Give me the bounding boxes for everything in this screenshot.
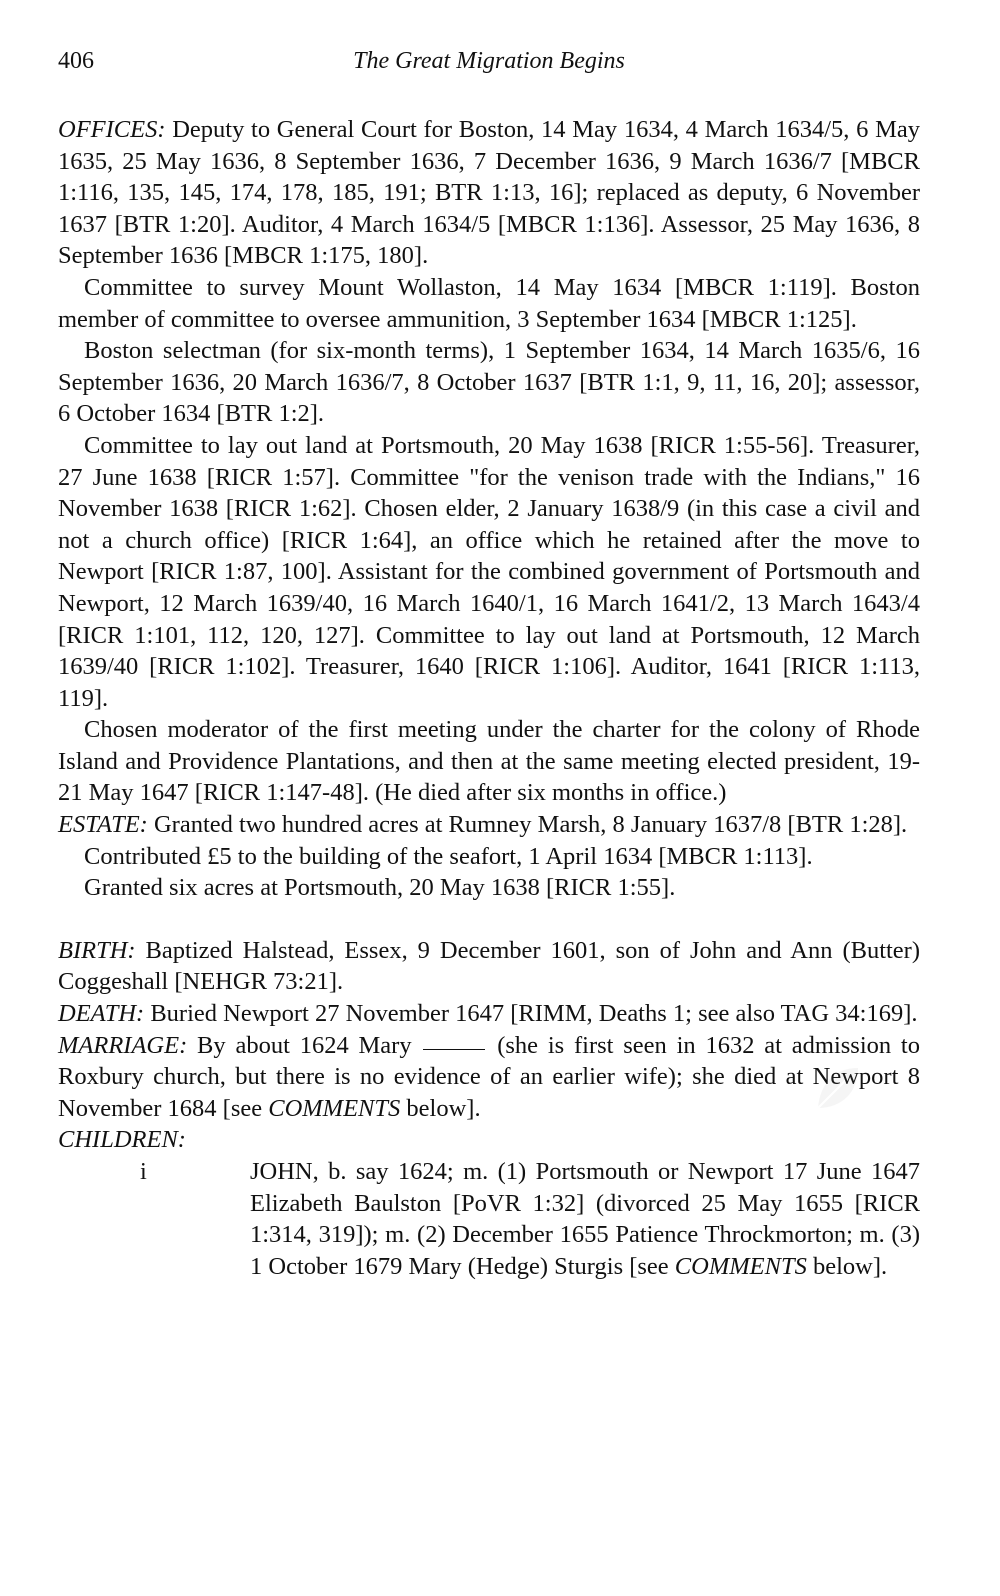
marriage-text-a: By about 1624 Mary bbox=[187, 1031, 422, 1059]
marriage-paragraph bbox=[58, 1030, 920, 1125]
estate-paragraph-1 bbox=[58, 809, 920, 841]
offices-paragraph-5: Chosen moderator of the first meeting under the charter for the colony of Rhode Island and Providence Plantations, and then at the same meeting elected president, 19-21 May 1647 [RICR 1:147-48]. (He died after six months in office.) bbox=[58, 716, 920, 807]
body-text bbox=[58, 114, 920, 1282]
name-blank-line bbox=[423, 1048, 485, 1050]
estate-paragraph-2: Contributed £5 to the building of the seafort, 1 April 1634 [MBCR 1:113]. bbox=[84, 842, 813, 870]
estate-label: ESTATE: bbox=[58, 811, 148, 839]
offices-paragraph-3: Boston selectman (for six-month terms), 1 September 1634, 14 March 1635/6, 16 September 1636, 20 March 1636/7, 8 October 1637 [BTR 1:1, 9, 11, 16, 20]; assessor, 6 October 1634 [BTR 1:2]. bbox=[58, 337, 920, 428]
child-text-tail: below]. bbox=[806, 1252, 888, 1280]
child-entry bbox=[58, 1156, 920, 1282]
page-number: 406 bbox=[58, 48, 94, 74]
death-paragraph bbox=[58, 998, 920, 1030]
death-text: Buried Newport 27 November 1647 [RIMM, Deaths 1; see also TAG 34:169]. bbox=[144, 1000, 918, 1028]
offices-label: OFFICES: bbox=[58, 116, 166, 143]
offices-paragraph-4: Committee to lay out land at Portsmouth, 20 May 1638 [RICR 1:55-56]. Treasurer, 27 June 1638 [RICR 1:57]. Committee "for the venison trade with the Indians," 16 November 1638 [RICR 1:62]. Chosen elder, 2 January 1638/9 (in this case a civil and not a church office) [RICR 1:64], an office which he retained after the move to Newport [RICR 1:87, 100]. Assistant for the combined government of Portsmouth and Newport, 12 March 1639/40, 16 March 1640/1, 16 March 1641/2, 13 March 1643/4 [RICR 1:101, 112, 120, 127]. Committee to lay out land at Portsmouth, 12 March 1639/40 [RICR 1:102]. Treasurer, 1640 [RICR 1:106]. Auditor, 1641 [RICR 1:113, 119]. bbox=[58, 431, 920, 712]
birth-label: BIRTH: bbox=[58, 936, 136, 964]
estate-paragraph-3: Granted six acres at Portsmouth, 20 May 1638 [RICR 1:55]. bbox=[84, 874, 676, 902]
death-label: DEATH: bbox=[58, 1000, 145, 1028]
child-text-main: JOHN, b. say 1624; m. (1) Portsmouth or Newport 17 June 1647 Elizabeth Baulston [PoVR 1:32] (divorced 25 May 1655 [RICR 1:314, 319]); m. (2) December 1655 Patience Throckmorton; m. (3) 1 October 1679 Mary (Hedge) Sturgis [see bbox=[250, 1158, 920, 1280]
child-comments-ref: COMMENTS bbox=[674, 1252, 807, 1280]
running-title: The Great Migration Begins bbox=[353, 48, 625, 74]
offices-paragraph-1 bbox=[58, 114, 920, 272]
marriage-text-c: below]. bbox=[400, 1094, 481, 1122]
birth-paragraph bbox=[58, 935, 920, 998]
marriage-comments-ref: COMMENTS bbox=[268, 1094, 401, 1122]
marriage-text-b: (she is first seen in 1632 at admission to Roxbury church, but there is no evidence of an earlier wife); she died at Newport 8 November 1684 [see bbox=[58, 1031, 920, 1122]
estate-text-1: Granted two hundred acres at Rumney Marsh, 8 January 1637/8 [BTR 1:28]. bbox=[147, 811, 908, 839]
marriage-label: MARRIAGE: bbox=[58, 1031, 188, 1059]
section-gap bbox=[58, 904, 920, 935]
leaf-watermark-icon bbox=[812, 1062, 864, 1114]
offices-text-1: Deputy to General Court for Boston, 14 May 1634, 4 March 1634/5, 6 May 1635, 25 May 1636, 8 September 1636, 7 December 1636, 9 March 1636/7 [MBCR 1:116, 135, 145, 174, 178, 185, 191; BTR 1:13, 16]; replaced as deputy, 6 November 1637 [BTR 1:20]. Auditor, 4 March 1634/5 [MBCR 1:136]. Assessor, 25 May 1636, 8 September 1636 [MBCR 1:175, 180]. bbox=[58, 116, 920, 270]
children-heading bbox=[58, 1124, 920, 1156]
children-label: CHILDREN: bbox=[58, 1126, 186, 1154]
child-number: i bbox=[140, 1158, 147, 1185]
offices-paragraph-2: Committee to survey Mount Wollaston, 14 May 1634 [MBCR 1:119]. Boston member of committee to oversee ammunition, 3 September 1634 [MBCR 1:125]. bbox=[58, 273, 920, 333]
child-text bbox=[250, 1156, 920, 1282]
birth-text: Baptized Halstead, Essex, 9 December 1601, son of John and Ann (Butter) Coggeshall [NEHGR 73:21]. bbox=[58, 936, 920, 996]
page-header bbox=[58, 48, 920, 88]
document-page bbox=[58, 48, 920, 1282]
